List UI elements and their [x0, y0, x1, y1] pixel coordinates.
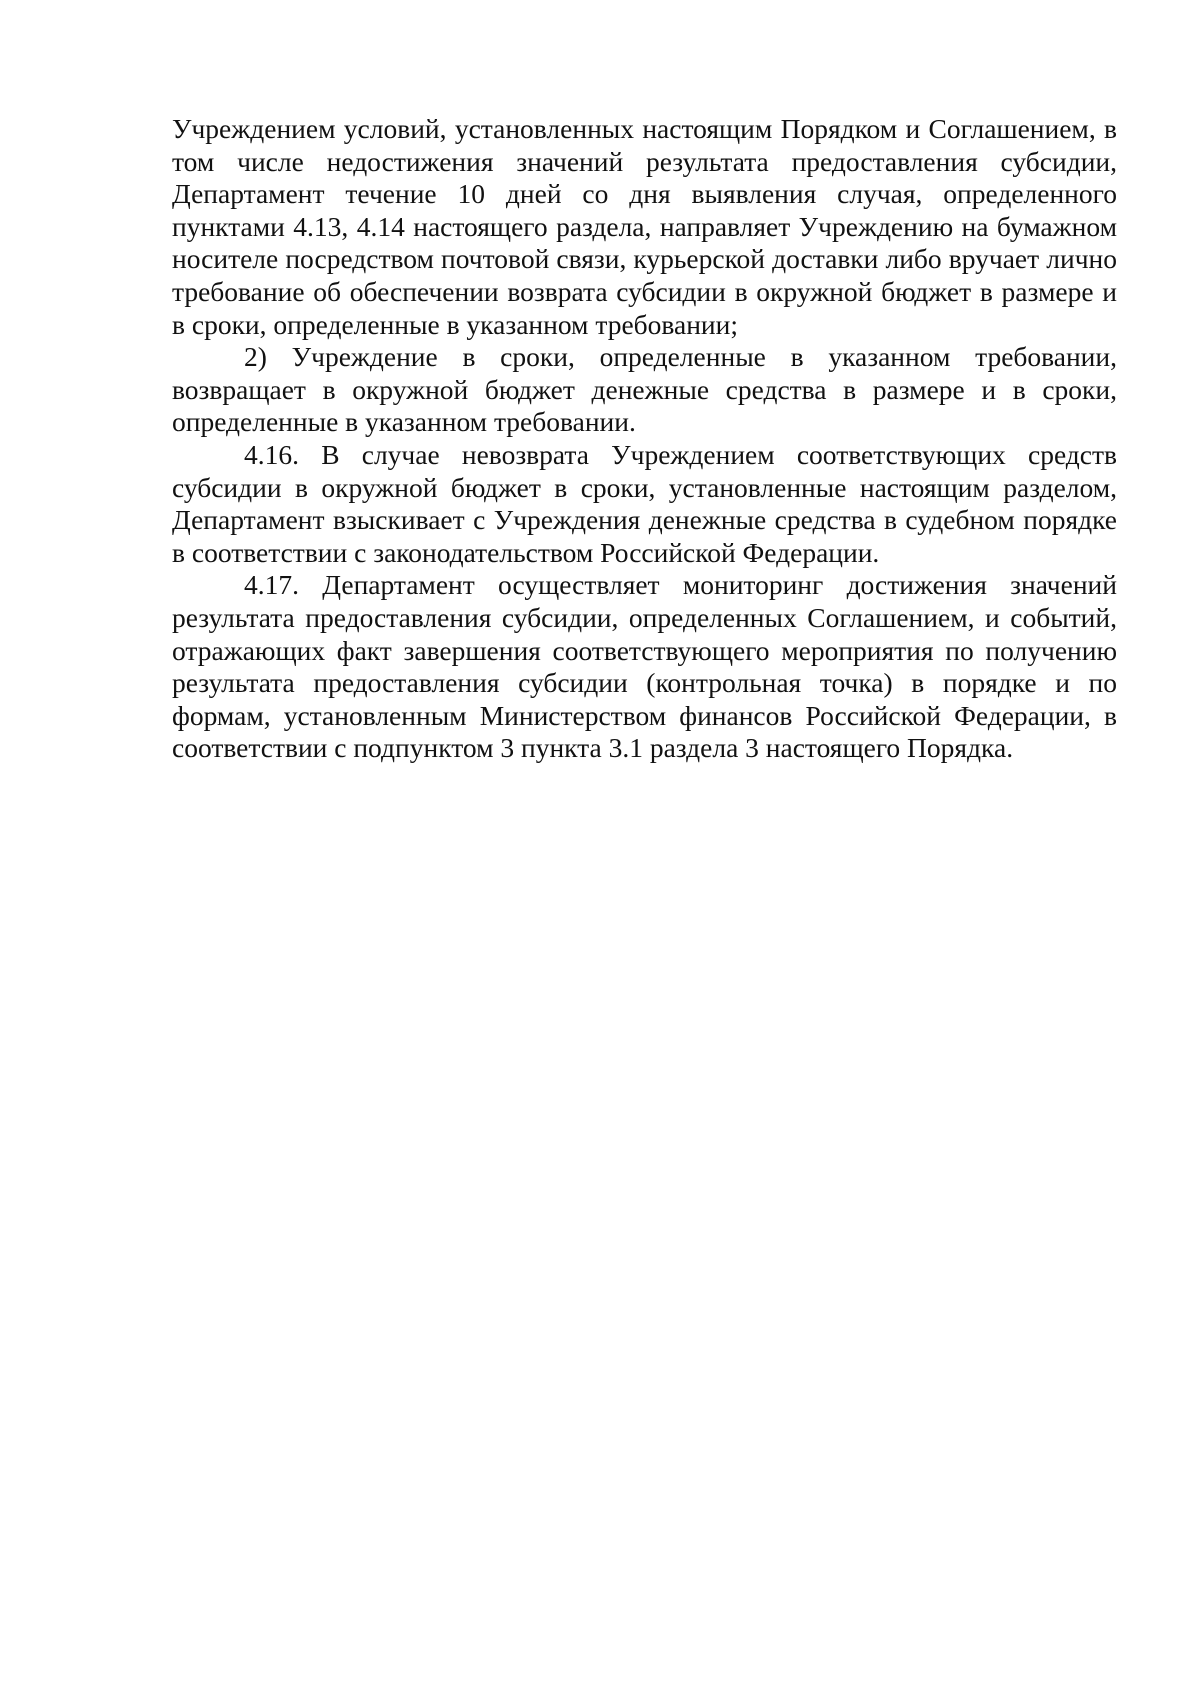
paragraph-clause-4-16: 4.16. В случае невозврата Учреждением соответствующих средств субсидии в окружной бюджет в сроки, установленные настоящим разделом, Департамент взыскивает с Учреждения денежные средства в судебном порядке в соответствии с законодательством Российской Федерации. — [172, 438, 1117, 568]
paragraph-continuation: Учреждением условий, установленных настоящим Порядком и Соглашением, в том числе недостижения значений результата предоставления субсидии, Департамент течение 10 дней со дня выявления случая, определенного пунктами 4.13, 4.14 настоящего раздела, направляет Учреждению на бумажном носителе посредством почтовой связи, курьерской доставки либо вручает лично требование об обеспечении возврата субсидии в окружной бюджет в размере и в сроки, определенные в указанном требовании; — [172, 113, 1117, 340]
paragraph-clause-4-17: 4.17. Департамент осуществляет мониторинг достижения значений результата предоставления субсидии, определенных Соглашением, и событий, отражающих факт завершения соответствующего мероприятия по получению результата предоставления субсидии (контрольная точка) в порядке и по формам, установленным Министерством финансов Российской Федерации, в соответствии с подпунктом 3 пункта 3.1 раздела 3 настоящего Порядка. — [172, 569, 1117, 764]
paragraph-item-2: 2) Учреждение в сроки, определенные в указанном требовании, возвращает в окружной бюджет денежные средства в размере и в сроки, определенные в указанном требовании. — [172, 341, 1117, 438]
document-body — [172, 113, 1117, 765]
